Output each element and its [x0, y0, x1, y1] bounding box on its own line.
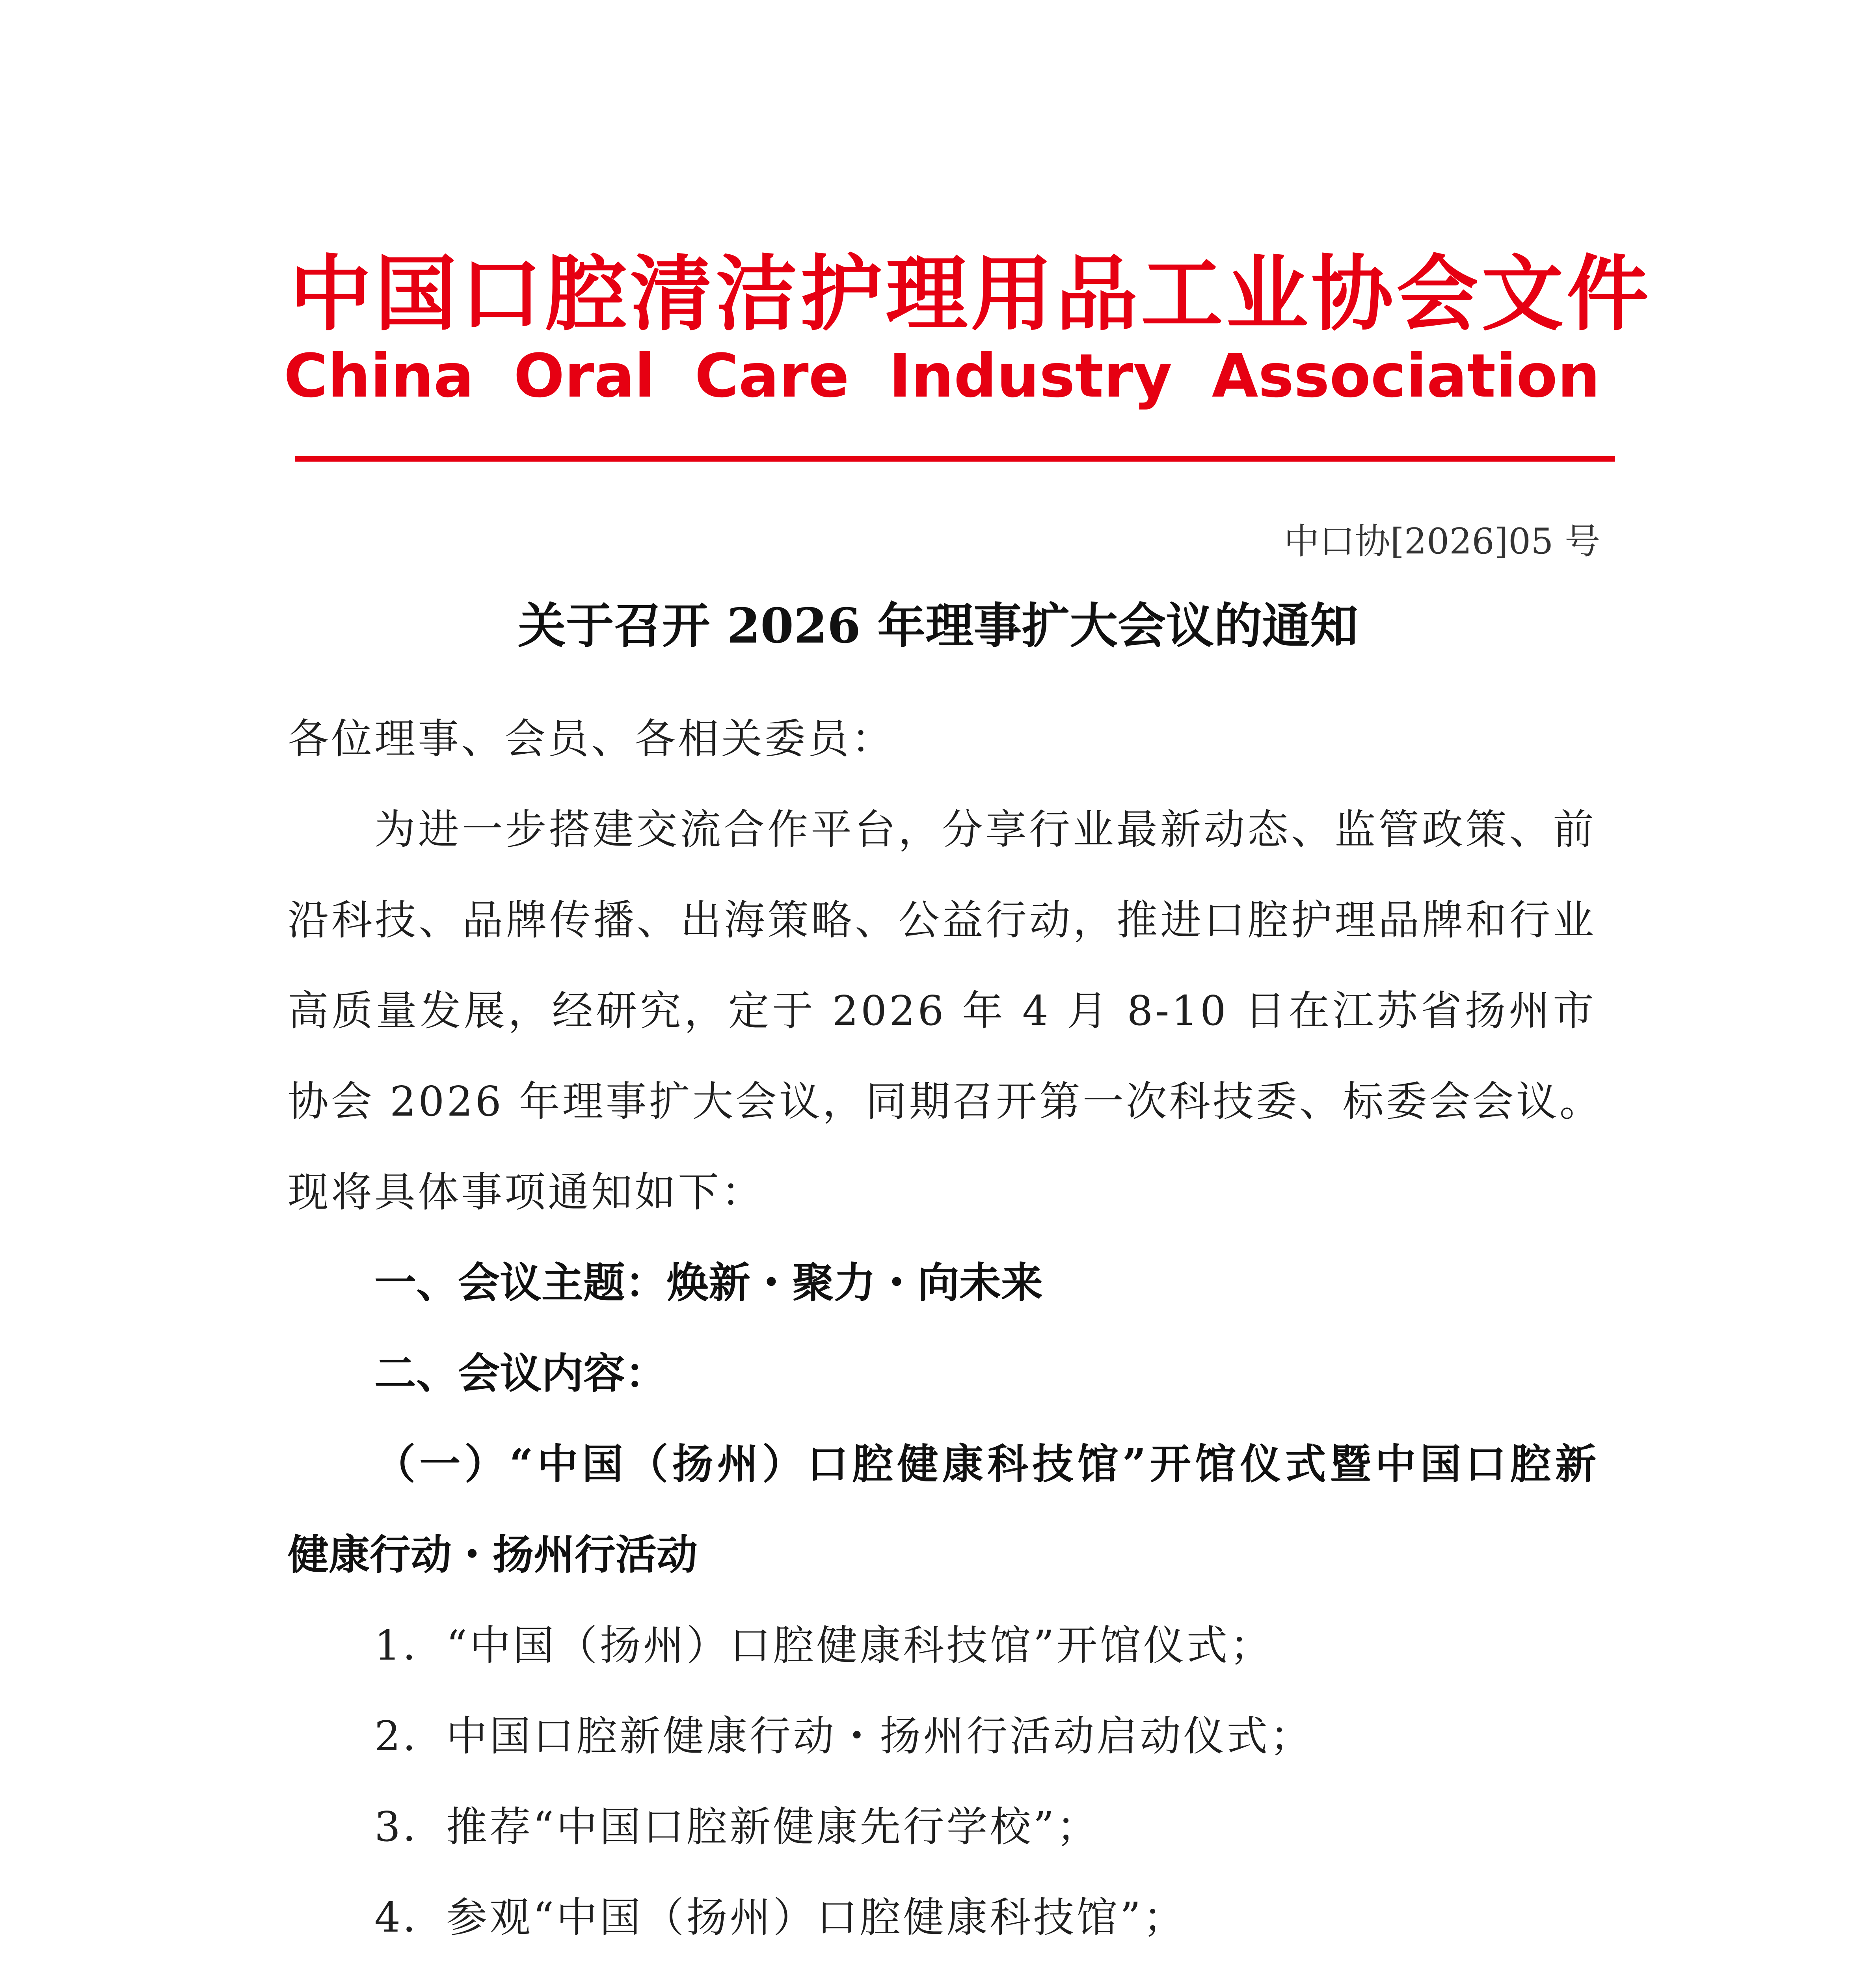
section-heading-theme: 一、会议主题：焕新・聚力・向未来	[374, 1259, 1043, 1307]
org-name-en-word: Association	[1212, 341, 1600, 411]
intro-line: 沿科技、品牌传播、出海策略、公益行动，推进口腔护理品牌和行业	[288, 896, 1596, 942]
document-title: 关于召开 2026 年理事扩大会议的通知	[517, 597, 1359, 654]
org-name-en-word: Industry	[889, 341, 1172, 411]
subsection-heading-1: （一）“中国（扬州）口腔健康科技馆”开馆仪式暨中国口腔新	[374, 1440, 1596, 1486]
org-name-en-word: Oral	[514, 341, 655, 411]
intro-line: 高质量发展，经研究，定于 2026 年 4 月 8-10 日在江苏省扬州市	[288, 987, 1596, 1033]
document-number: 中口协[2026]05 号	[1284, 521, 1600, 562]
intro-line: 现将具体事项通知如下：	[288, 1168, 765, 1216]
agenda-item: 2．中国口腔新健康行动・扬州行活动启动仪式；	[374, 1712, 1314, 1760]
intro-line: 为进一步搭建交流合作平台，分享行业最新动态、监管政策、前	[374, 805, 1596, 851]
org-name-en-word: Care	[694, 341, 849, 411]
subsection-heading-1-cont: 健康行动・扬州行活动	[288, 1530, 698, 1579]
org-name-en-word: China	[284, 341, 474, 411]
agenda-item: 4．参观“中国（扬州）口腔健康科技馆”；	[374, 1893, 1187, 1941]
agenda-item: 1．“中国（扬州）口腔健康科技馆”开馆仪式；	[374, 1621, 1273, 1669]
header-divider	[295, 456, 1615, 462]
org-name-cn: 中国口腔清洁护理用品工业协会文件	[290, 247, 1652, 342]
salutation: 各位理事、会员、各相关委员：	[288, 715, 895, 763]
section-heading-content: 二、会议内容：	[374, 1349, 667, 1398]
agenda-item: 3．推荐“中国口腔新健康先行学校”；	[374, 1803, 1100, 1851]
intro-line: 协会 2026 年理事扩大会议，同期召开第一次科技委、标委会会议。	[288, 1077, 1603, 1125]
org-name-en	[284, 341, 1600, 411]
